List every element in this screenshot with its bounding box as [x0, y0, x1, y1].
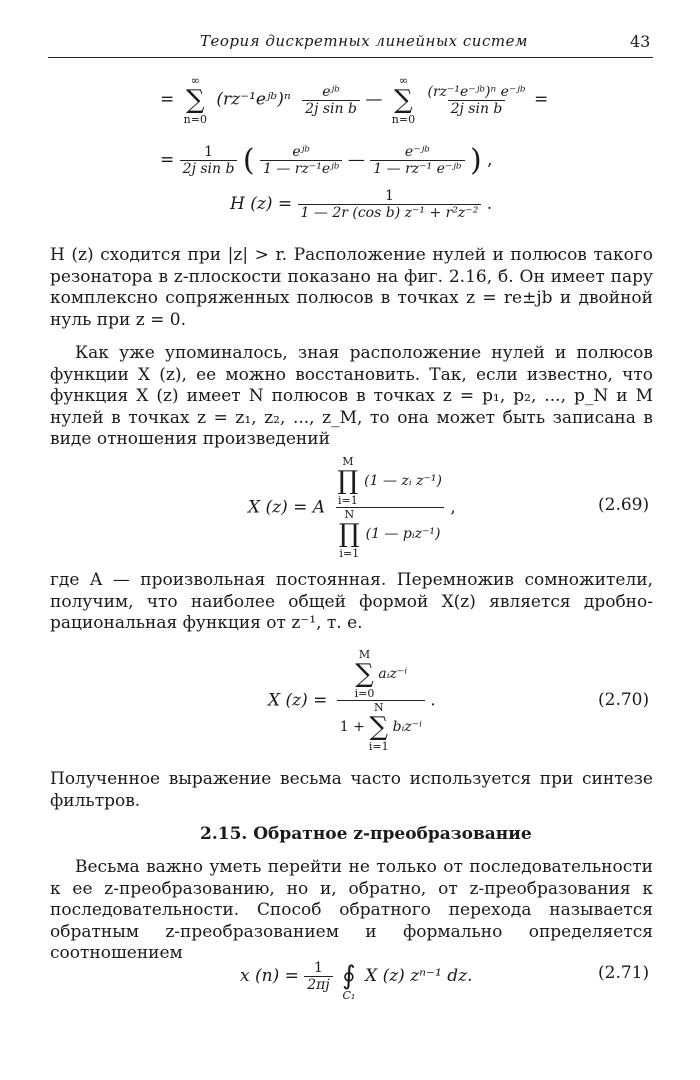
paragraph: Как уже упоминалось, зная расположение нулей и полюсов функции X (z), ее можно восстановить. Так, если известно, что функция X (z) имеет N полюсов в точках z = p₁, p₂, ..., p_N и M нулей в точках z = z₁, z₂, ..., z_M, то она может быть записана в виде отношения произведений: [50, 343, 653, 449]
equation-lhs: X (z) = A: [248, 497, 326, 518]
integrand: X (z) zⁿ⁻¹ dz.: [365, 966, 473, 986]
fraction: $\frac{\text{eʲᵇ}}{\text{2j sin b}}$: [302, 84, 360, 117]
paragraph: H (z) сходится при |z| > r. Расположение нулей и полюсов такого резонатора в z-плоскости показано на фиг. 2.16, б. Он имеет пару комплексно сопряженных полюсов в точках z = re±jb и двойной нуль при z = 0.: [50, 245, 653, 330]
product-operator: N ∏ i=1: [338, 508, 360, 560]
paragraph: где A — произвольная постоянная. Перемножив сомножители, получим, что наиболее общей формой X(z) является дробно-рациональная функция от z⁻¹, т. е.: [50, 570, 653, 633]
equation-number: (2.69): [598, 495, 650, 515]
contour-integral: ∮ C₁: [342, 961, 356, 1002]
fraction: $\frac{1}{\text{1 — 2r (cos b) z⁻¹ + r²z⁻²}}$: [298, 188, 482, 221]
paragraph: Весьма важно уметь перейти не только от последовательности к ее z-преобразованию, но и, обратно, от z-преобразования к последовательности. Способ обратного перехода называется обратным z-преобразованием и формально определяется соотношением: [50, 857, 653, 963]
header-rule: [48, 57, 653, 58]
fraction: $\frac{\text{(rz⁻¹e⁻ʲᵇ)ⁿ e⁻ʲᵇ}}{\text{2j sin b}}$: [427, 83, 526, 117]
equation-lhs: X (z) =: [268, 690, 328, 711]
page-number: 43: [630, 32, 651, 51]
fraction: M ∑ i=0 aᵢz⁻ⁱ 1 + N ∑ i=1 bᵢz⁻ⁱ: [337, 648, 425, 753]
fraction: $\frac{\text{eʲᵇ}}{\text{1 — rz⁻¹eʲᵇ}}$: [260, 144, 342, 177]
equation-lhs: x (n) =: [240, 966, 299, 986]
equals-sign: =: [533, 89, 549, 110]
fraction: $\frac{\text{e⁻ʲᵇ}}{\text{1 — rz⁻¹ e⁻ʲᵇ}}$: [370, 144, 464, 177]
equation-2-71: [240, 950, 473, 1002]
paragraph: Полученное выражение весьма часто используется при синтезе фильтров.: [50, 769, 653, 811]
equation-line-2: = $\frac{1}{\text{2j sin b}}$ ( $\frac{\text{eʲᵇ}}{\text{1 — rz⁻¹eʲᵇ}}$ — $\frac{\text{e⁻ʲᵇ}}{\text{1 — rz⁻¹ e⁻ʲᵇ}}$ ) ,: [160, 143, 493, 178]
section-title: 2.15. Обратное z-преобразование: [200, 824, 532, 844]
fraction: $\frac{1}{\text{2j sin b}}$: [180, 144, 238, 177]
equation-2-70: X (z) = M ∑ i=0 aᵢz⁻ⁱ 1 + N ∑ i=1 bᵢz⁻ⁱ .: [268, 648, 436, 753]
sum-operator: N ∑ i=1: [368, 701, 389, 753]
equation-line-1: [160, 74, 548, 126]
equals-sign: =: [160, 89, 175, 110]
sum-operator: ∞ ∑ n=0: [183, 74, 207, 126]
sum-term: (rz⁻¹eʲᵇ)ⁿ: [216, 89, 291, 110]
sum-operator: M ∑ i=0: [354, 648, 375, 700]
fraction: M ∏ i=1 (1 — zᵢ z⁻¹) N ∏ i=1 (1 — pᵢz⁻¹): [337, 455, 442, 560]
equation-number: (2.71): [598, 963, 650, 983]
equation-lhs: H (z) =: [230, 194, 293, 214]
sum-operator: ∞ ∑ n=0: [391, 74, 416, 126]
product-operator: M ∏ i=1: [337, 455, 359, 507]
minus-sign: —: [365, 89, 383, 110]
running-title: Теория дискретных линейных систем: [200, 32, 528, 50]
fraction: $\frac{1}{2\pi j}$: [304, 960, 332, 993]
equation-number: (2.70): [598, 690, 650, 710]
equation-2-69: X (z) = A M ∏ i=1 (1 — zᵢ z⁻¹) N ∏ i=1 (1 — pᵢz⁻¹) ,: [248, 455, 456, 560]
equation-line-3: H (z) = $\frac{1}{\text{1 — 2r (cos b) z⁻¹ + r²z⁻²}}$ .: [230, 188, 493, 221]
